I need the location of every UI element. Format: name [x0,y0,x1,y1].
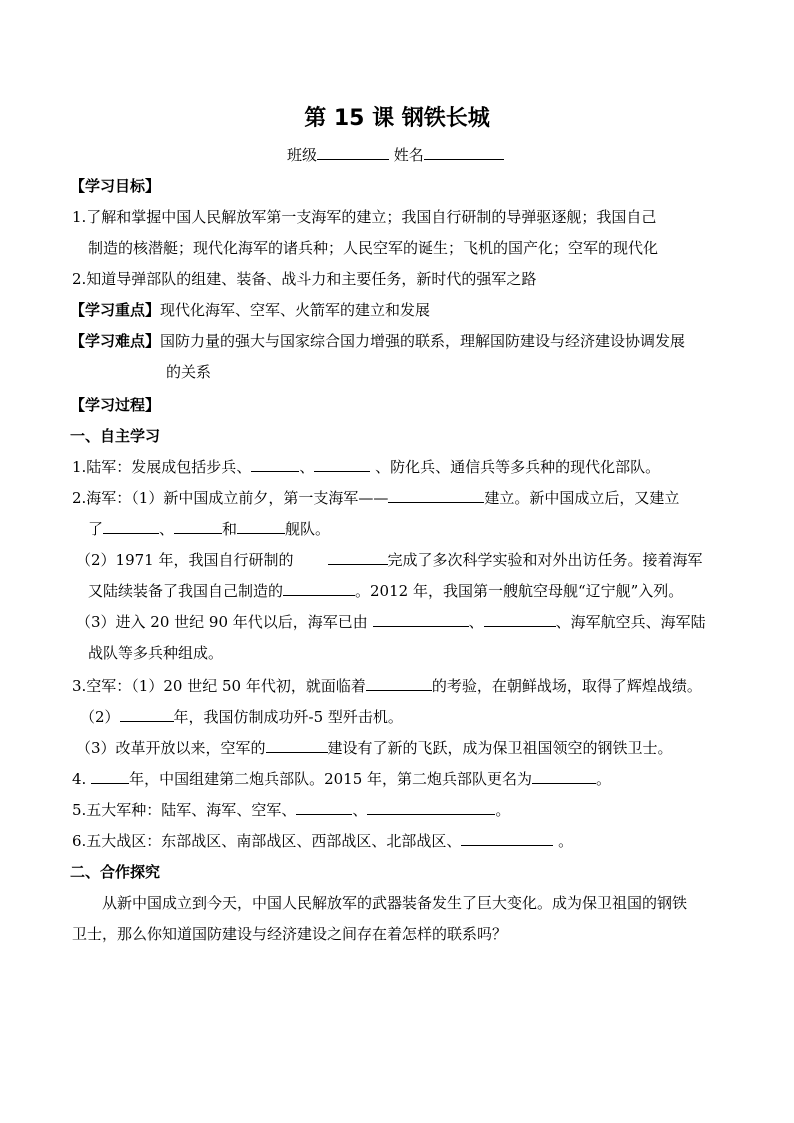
q2-text-a: 2.海军：（1）新中国成立前夕，第一支海军—— [72,489,389,507]
question-2 [72,488,679,508]
q2-3-text-b: 、 [468,613,484,631]
q5-text-a: 5.五大军种：陆军、海军、空军、 [72,801,297,819]
section2-text-cont: 卫士，那么你知道国防建设与经济建设之间存在着怎样的联系吗？ [72,925,508,943]
q1-blank-2[interactable] [314,457,370,472]
section2-text: 从新中国成立到今天，中国人民解放军的武器装备发生了巨大变化。成为保卫祖国的钢铁 [102,894,688,912]
question-2-2-cont [88,581,683,601]
question-4 [72,769,611,789]
objectives-heading: 【学习目标】 [70,177,161,195]
q1-text-a: 1.陆军：发展成包括步兵、 [72,458,252,476]
q4-text-c: 。 [596,770,612,788]
objective-item-1-cont: 制造的核潜艇；现代化海军的诸兵种；人民空军的诞生；飞机的国产化；空军的现代化 [88,239,659,257]
question-1 [72,457,660,477]
class-blank[interactable] [317,145,389,160]
key-point [70,300,430,320]
q2-text-d: 、 [159,520,175,538]
objective-item-2: 2.知道导弹部队的组建、装备、战斗力和主要任务，新时代的强军之路 [72,270,537,288]
q6-blank-1[interactable] [461,831,553,846]
section2-heading: 二、合作探究 [70,863,161,881]
q3-text-a: 3.空军：（1）20 世纪 50 年代初，就面临着 [72,677,366,695]
q3-blank-1[interactable] [366,676,432,691]
q2-3-blank-2[interactable] [484,612,556,627]
q5-text-c: 。 [495,801,511,819]
class-label: 班级 [287,146,318,164]
q2-blank-4[interactable] [237,519,285,534]
name-blank[interactable] [424,145,504,160]
process-heading: 【学习过程】 [70,396,161,414]
question-6 [72,831,573,851]
question-3 [72,676,702,696]
q2-blank-1[interactable] [388,488,484,503]
question-2-cont [88,519,330,539]
question-3-2 [80,707,403,727]
q6-text-b: 。 [553,832,574,850]
q4-blank-1[interactable] [91,769,129,784]
question-2-3-cont: 战队等多兵种组成。 [88,644,224,662]
q4-text-b: 年，中国组建第二炮兵部队。2015 年，第二炮兵部队更名为 [129,770,533,788]
q5-text-b: 、 [352,801,368,819]
question-2-3 [76,612,706,632]
q2-2-text-a: （2）1971 年，我国自行研制的 [76,551,294,569]
q2-2-blank-2[interactable] [283,581,355,596]
q3-2-blank-1[interactable] [120,707,174,722]
q5-blank-2[interactable] [367,800,495,815]
q5-blank-1[interactable] [296,800,352,815]
question-5 [72,800,510,820]
q1-text-c: 、防化兵、通信兵等多兵种的现代化部队。 [370,458,661,476]
q6-text-a: 6.五大战区：东部战区、南部战区、西部战区、北部战区、 [72,832,462,850]
q2-2-text-c: 又陆续装备了我国自己制造的 [88,582,284,600]
q1-blank-1[interactable] [251,457,299,472]
page-title: 第 15 课 钢铁长城 [304,106,490,131]
q4-blank-2[interactable] [532,769,596,784]
q2-blank-3[interactable] [174,519,222,534]
q2-blank-2[interactable] [103,519,159,534]
q2-text-c: 了 [88,520,104,538]
q3-2-text-b: 年，我国仿制成功歼-5 型歼击机。 [173,708,403,726]
q1-text-b: 、 [299,458,315,476]
q4-text-a: 4. [72,770,92,788]
objective-item-1: 1.了解和掌握中国人民解放军第一支海军的建立；我国自行研制的导弹驱逐舰；我国自己 [72,208,657,226]
difficulty-label: 【学习难点】 [70,332,161,350]
q2-2-text-d: 。2012 年，我国第一艘航空母舰“辽宁舰”入列。 [355,582,684,600]
q2-text-e: 和 [222,520,238,538]
q3-3-text-a: （3）改革开放以来，空军的 [76,739,266,757]
difficulty-text-cont: 的关系 [166,363,212,381]
q3-3-text-b: 建设有了新的飞跃，成为保卫祖国领空的钢铁卫士。 [327,739,673,757]
q3-2-text-a: （2） [80,708,120,726]
question-2-2 [76,550,703,570]
section1-heading: 一、自主学习 [70,427,161,445]
q2-2-blank-1[interactable] [328,550,388,565]
q2-3-text-a: （3）进入 20 世纪 90 年代以后，海军已由 [76,613,373,631]
name-label: 姓名 [393,146,424,164]
q2-3-text-c: 、海军航空兵、海军陆 [555,613,706,631]
difficulty-text: 国防力量的强大与国家综合国力增强的联系，理解国防建设与经济建设协调发展 [160,332,686,350]
q2-text-b: 建立。新中国成立后，又建立 [484,489,680,507]
question-3-3 [76,738,673,758]
q2-2-text-b: 完成了多次科学实验和对外出访任务。接着海军 [387,551,703,569]
q2-text-f: 舰队。 [285,520,331,538]
q2-3-blank-1[interactable] [373,612,469,627]
q3-3-blank-1[interactable] [266,738,328,753]
q3-text-b: 的考验，在朝鲜战场，取得了辉煌战绩。 [431,677,702,695]
key-point-label: 【学习重点】 [70,301,161,319]
key-point-text: 现代化海军、空军、火箭军的建立和发展 [160,301,431,319]
difficulty [70,331,685,351]
student-info [287,145,504,165]
